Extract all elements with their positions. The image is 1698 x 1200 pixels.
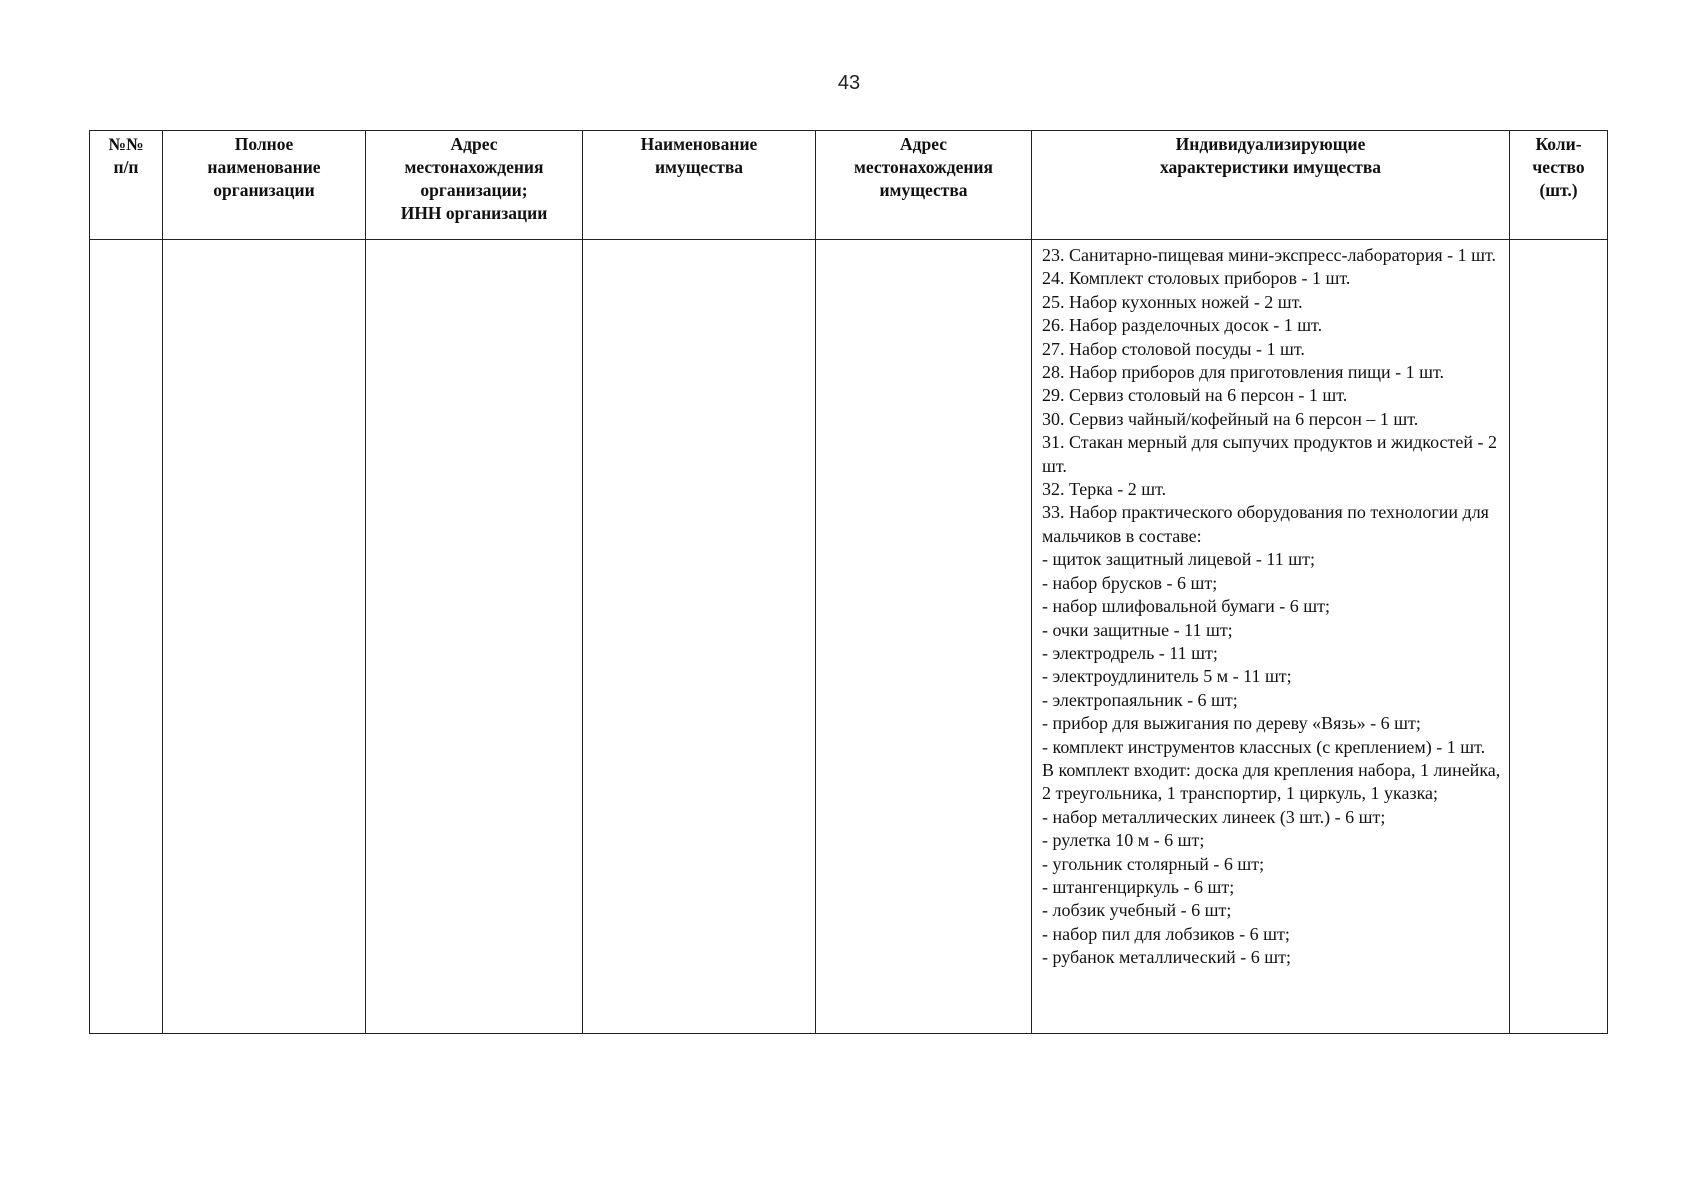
- page-number: 43: [837, 72, 861, 94]
- list-item: - лобзик учебный - 6 шт;: [1042, 900, 1232, 921]
- property-table: [89, 130, 1608, 1034]
- list-item: 25. Набор кухонных ножей - 2 шт.: [1042, 291, 1303, 312]
- list-item: - щиток защитный лицевой - 11 шт;: [1042, 549, 1315, 570]
- list-item: - электроудлинитель 5 м - 11 шт;: [1042, 666, 1292, 687]
- header-org-name: Полное наименование организации: [163, 131, 366, 240]
- cell-org-address: [366, 240, 583, 1034]
- list-item: - набор брусков - 6 шт;: [1042, 572, 1218, 593]
- list-item: - электропаяльник - 6 шт;: [1042, 689, 1238, 710]
- list-item: 24. Комплект столовых приборов - 1 шт.: [1042, 268, 1351, 289]
- list-item: - комплект инструментов классных (с креплением) - 1 шт. В комплект входит: доска для крепления набора, 1 линейка, 2 треугольника, 1 транспортир, 1 циркуль, 1 указка;: [1042, 736, 1501, 804]
- list-item: 28. Набор приборов для приготовления пищи - 1 шт.: [1042, 362, 1444, 383]
- header-characteristics: Индивидуализирующие характеристики имущества: [1032, 131, 1510, 240]
- cell-property-name: [583, 240, 816, 1034]
- cell-characteristics: [1032, 240, 1510, 1034]
- list-item: 30. Сервиз чайный/кофейный на 6 персон – 1 шт.: [1042, 408, 1419, 429]
- list-item: - прибор для выжигания по дереву «Вязь» - 6 шт;: [1042, 713, 1421, 734]
- list-item: - рубанок металлический - 6 шт;: [1042, 947, 1291, 968]
- header-row: [90, 131, 1608, 240]
- cell-quantity: [1510, 240, 1608, 1034]
- characteristics-list: [1032, 240, 1509, 970]
- list-item: 29. Сервиз столовый на 6 персон - 1 шт.: [1042, 385, 1348, 406]
- header-number: №№ п/п: [90, 131, 163, 240]
- list-item: - электродрель - 11 шт;: [1042, 642, 1218, 663]
- list-item: 26. Набор разделочных досок - 1 шт.: [1042, 315, 1323, 336]
- table-row: [90, 240, 1608, 1034]
- cell-property-address: [816, 240, 1032, 1034]
- list-item: 27. Набор столовой посуды - 1 шт.: [1042, 338, 1305, 359]
- list-item: - очки защитные - 11 шт;: [1042, 619, 1233, 640]
- list-item: - набор шлифовальной бумаги - 6 шт;: [1042, 596, 1331, 617]
- list-item: - штангенциркуль - 6 шт;: [1042, 876, 1235, 897]
- list-item: - набор металлических линеек (3 шт.) - 6 шт;: [1042, 806, 1386, 827]
- list-item: - рулетка 10 м - 6 шт;: [1042, 830, 1205, 851]
- header-property-address: Адрес местонахождения имущества: [816, 131, 1032, 240]
- list-item: 32. Терка - 2 шт.: [1042, 479, 1167, 500]
- header-property-name: Наименование имущества: [583, 131, 816, 240]
- cell-org-name: [163, 240, 366, 1034]
- header-org-address: Адрес местонахождения организации; ИНН организации: [366, 131, 583, 240]
- list-item: 33. Набор практического оборудования по технологии для мальчиков в составе:: [1042, 502, 1489, 546]
- list-item: 31. Стакан мерный для сыпучих продуктов и жидкостей - 2 шт.: [1042, 432, 1498, 476]
- cell-number: [90, 240, 163, 1034]
- list-item: - набор пил для лобзиков - 6 шт;: [1042, 923, 1290, 944]
- list-item: 23. Санитарно-пищевая мини-экспресс-лаборатория - 1 шт.: [1042, 245, 1497, 265]
- list-item: - угольник столярный - 6 шт;: [1042, 853, 1265, 874]
- header-quantity: Коли- чество (шт.): [1510, 131, 1608, 240]
